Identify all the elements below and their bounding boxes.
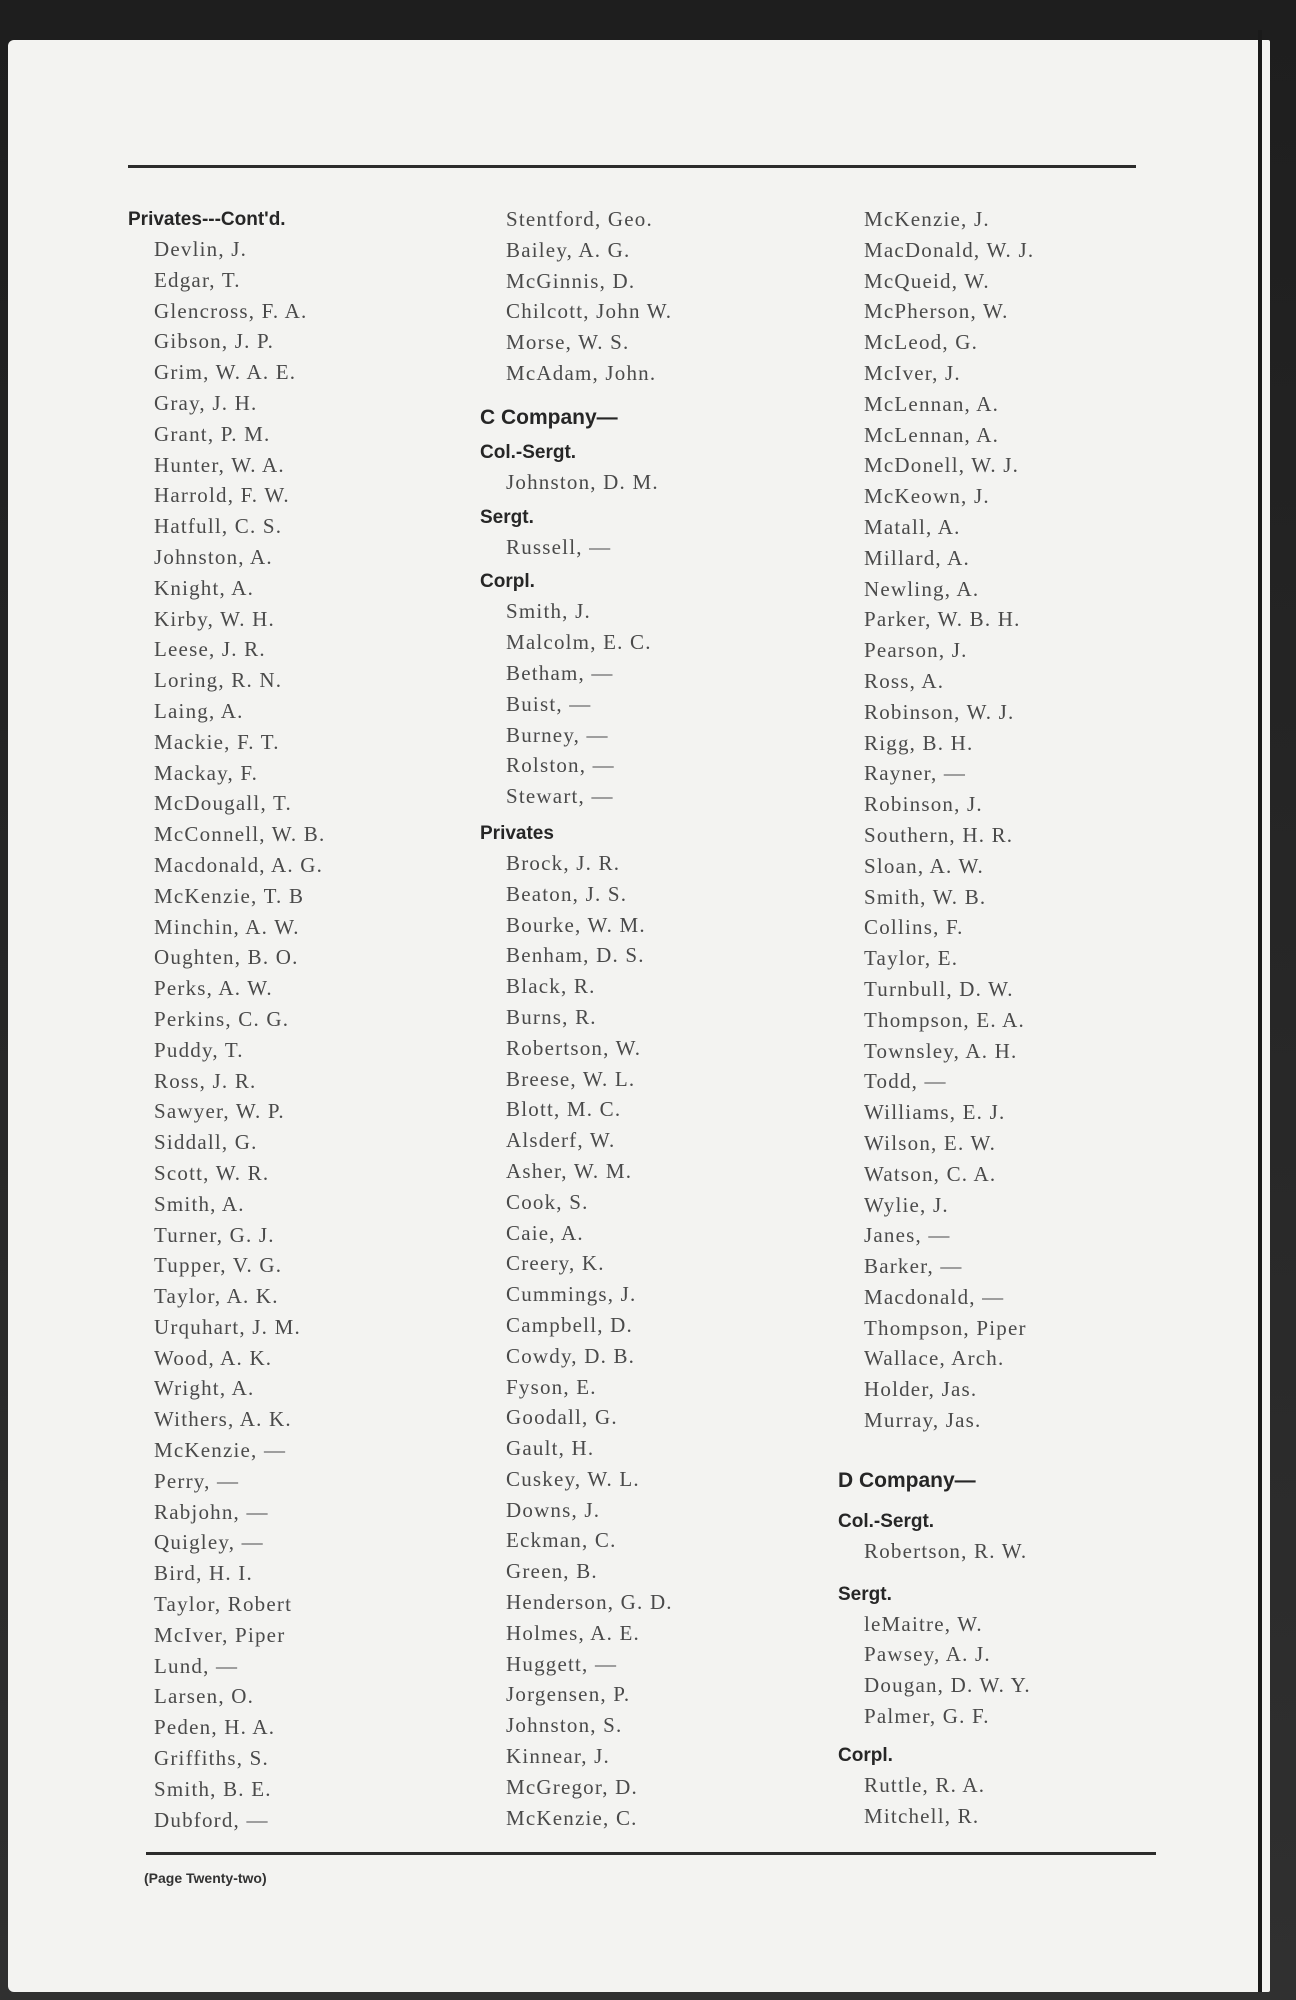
roster-name: Sawyer, W. P. <box>154 1099 285 1124</box>
roster-name: Loring, R. N. <box>154 668 283 693</box>
roster-name: Holder, Jas. <box>864 1377 978 1402</box>
roster-name: Cowdy, D. B. <box>506 1343 636 1368</box>
roster-name: Murray, Jas. <box>864 1408 982 1433</box>
roster-name: McKenzie, — <box>154 1438 287 1463</box>
roster-name: McQueid, W. <box>864 268 990 293</box>
roster-name: Robinson, W. J. <box>864 699 1015 724</box>
roster-name: Williams, E. J. <box>864 1100 1006 1125</box>
roster-name: Laing, A. <box>154 698 244 723</box>
roster-name: Kinnear, J. <box>506 1744 610 1769</box>
d-col-sergt-label: Col.-Sergt. <box>838 1510 935 1532</box>
roster-name: Grant, P. M. <box>154 421 271 446</box>
roster-name: Quigley, — <box>154 1530 264 1555</box>
roster-name: Turner, G. J. <box>154 1222 275 1247</box>
roster-name: Chilcott, John W. <box>506 299 673 324</box>
roster-name: Sloan, A. W. <box>864 853 985 878</box>
d-corpl-list <box>838 1770 1168 1832</box>
column-2 <box>480 204 820 1833</box>
roster-name: McLennan, A. <box>864 422 1000 447</box>
roster-name: Taylor, A. K. <box>154 1284 279 1309</box>
roster-name: Betham, — <box>506 660 614 685</box>
roster-name: leMaitre, W. <box>864 1611 983 1636</box>
roster-name: Holmes, A. E. <box>506 1620 641 1645</box>
roster-name: Caie, A. <box>506 1220 584 1245</box>
roster-name: Newling, A. <box>864 576 980 601</box>
roster-name: McKenzie, J. <box>864 207 990 231</box>
roster-name: Collins, F. <box>864 915 964 940</box>
roster-name: McKenzie, T. B <box>154 883 305 908</box>
roster-name: Lund, — <box>154 1653 239 1678</box>
roster-name: Macdonald, — <box>864 1284 1005 1309</box>
roster-name: Parker, W. B. H. <box>864 607 1021 632</box>
roster-name: Stentford, Geo. <box>506 207 653 231</box>
roster-name: Johnston, A. <box>154 544 273 569</box>
roster-name: Larsen, O. <box>154 1684 255 1709</box>
roster-name: Cuskey, W. L. <box>506 1466 640 1491</box>
roster-name: Cook, S. <box>506 1189 589 1214</box>
roster-name: Bourke, W. M. <box>506 912 646 937</box>
roster-name: Withers, A. K. <box>154 1407 292 1432</box>
column-1-name-list <box>128 234 468 1835</box>
roster-name: Downs, J. <box>506 1497 601 1522</box>
roster-name: Millard, A. <box>864 545 970 570</box>
roster-name: Pawsey, A. J. <box>864 1642 991 1667</box>
roster-name: McIver, Piper <box>154 1622 286 1647</box>
roster-name: Palmer, G. F. <box>864 1704 990 1729</box>
roster-name: Benham, D. S. <box>506 943 645 968</box>
roster-name: Janes, — <box>864 1223 951 1248</box>
roster-name: Burney, — <box>506 722 609 747</box>
roster-name: Smith, J. <box>506 599 591 624</box>
roster-name: Thompson, E. A. <box>864 1007 1025 1032</box>
roster-name: Southern, H. R. <box>864 822 1014 847</box>
roster-name: Alsderf, W. <box>506 1128 616 1153</box>
page-footer: (Page Twenty-two) <box>144 1870 267 1886</box>
roster-name: Oughten, B. O. <box>154 945 299 970</box>
roster-name: Peden, H. A. <box>154 1715 276 1740</box>
d-col-sergt-list <box>838 1536 1168 1567</box>
privates-continued-heading: Privates---Cont'd. <box>128 209 286 230</box>
roster-name: Brock, J. R. <box>506 850 621 875</box>
roster-name: Tupper, V. G. <box>154 1253 283 1278</box>
roster-name: Leese, J. R. <box>154 637 266 662</box>
roster-name: Kirby, W. H. <box>154 606 275 631</box>
c-privates-list <box>480 848 820 1834</box>
roster-name: McIver, J. <box>864 360 961 385</box>
roster-name: Ross, J. R. <box>154 1068 257 1093</box>
c-col-sergt-label: Col.-Sergt. <box>480 441 577 463</box>
roster-name: Mackie, F. T. <box>154 729 280 754</box>
roster-name: Wallace, Arch. <box>864 1346 1005 1371</box>
roster-name: Wood, A. K. <box>154 1345 273 1370</box>
roster-name: Robertson, W. <box>506 1035 642 1060</box>
roster-name: Harrold, F. W. <box>154 483 290 508</box>
roster-name: Cummings, J. <box>506 1282 637 1307</box>
roster-name: Taylor, Robert <box>154 1592 293 1617</box>
c-col-sergt-list <box>480 467 820 498</box>
c-sergt-list <box>480 532 820 563</box>
roster-name: Smith, W. B. <box>864 884 987 909</box>
roster-name: Johnston, S. <box>506 1713 623 1738</box>
d-corpl-label: Corpl. <box>838 1744 893 1766</box>
roster-name: Turnbull, D. W. <box>864 976 1014 1001</box>
roster-name: Taylor, E. <box>864 946 959 971</box>
roster-name: Matall, A. <box>864 514 961 539</box>
roster-name: Hunter, W. A. <box>154 452 285 477</box>
d-sergt-label: Sergt. <box>838 1583 892 1605</box>
column-3-names-top <box>838 204 1168 1436</box>
roster-name: Buist, — <box>506 691 592 716</box>
roster-name: Jorgensen, P. <box>506 1682 631 1707</box>
c-privates-label: Privates <box>480 822 554 844</box>
roster-name: Townsley, A. H. <box>864 1038 1018 1063</box>
roster-name: Wright, A. <box>154 1376 255 1401</box>
roster-name: Wilson, E. W. <box>864 1130 997 1155</box>
roster-name: Rayner, — <box>864 761 967 786</box>
roster-name: McKeown, J. <box>864 484 990 509</box>
roster-name: Dougan, D. W. Y. <box>864 1673 1031 1698</box>
roster-name: Eckman, C. <box>506 1528 617 1553</box>
roster-name: Rolston, — <box>506 753 615 778</box>
roster-name: Hatfull, C. S. <box>154 514 283 539</box>
c-company-heading: C Company— <box>480 405 618 429</box>
roster-name: McPherson, W. <box>864 299 1009 324</box>
roster-name: Burns, R. <box>506 1004 597 1029</box>
roster-name: Johnston, D. M. <box>506 469 659 494</box>
roster-name: Mitchell, R. <box>864 1803 980 1828</box>
page-edge <box>1258 30 1262 1992</box>
roster-name: Perkins, C. G. <box>154 1006 290 1031</box>
roster-name: Fyson, E. <box>506 1374 597 1399</box>
roster-name: Grim, W. A. E. <box>154 360 297 385</box>
roster-name: Dubford, — <box>154 1807 269 1832</box>
roster-name: McLennan, A. <box>864 391 1000 416</box>
roster-name: Henderson, G. D. <box>506 1590 673 1615</box>
roster-name: Green, B. <box>506 1559 598 1584</box>
roster-name: Gibson, J. P. <box>154 329 275 354</box>
roster-name: Smith, A. <box>154 1191 245 1216</box>
roster-name: McGregor, D. <box>506 1774 638 1799</box>
roster-name: McDonell, W. J. <box>864 453 1020 478</box>
roster-name: Gray, J. H. <box>154 390 258 415</box>
roster-name: Minchin, A. W. <box>154 914 300 939</box>
roster-name: Scott, W. R. <box>154 1160 270 1185</box>
roster-name: Siddall, G. <box>154 1130 258 1155</box>
roster-name: Griffiths, S. <box>154 1746 269 1771</box>
roster-name: Campbell, D. <box>506 1312 633 1337</box>
roster-name: McLeod, G. <box>864 330 979 355</box>
roster-name: Beaton, J. S. <box>506 881 628 906</box>
c-corpl-list <box>480 596 820 812</box>
roster-name: Goodall, G. <box>506 1405 618 1430</box>
c-corpl-label: Corpl. <box>480 571 535 593</box>
column-3 <box>838 204 1168 1831</box>
top-rule <box>128 165 1136 168</box>
roster-name: Bird, H. I. <box>154 1561 253 1586</box>
roster-name: Edgar, T. <box>154 267 241 292</box>
roster-name: McGinnis, D. <box>506 268 636 293</box>
roster-name: Watson, C. A. <box>864 1161 997 1186</box>
roster-name: Ruttle, R. A. <box>864 1772 986 1797</box>
d-sergt-list <box>838 1609 1168 1732</box>
roster-name: Creery, K. <box>506 1251 605 1276</box>
roster-name: McAdam, John. <box>506 360 657 385</box>
roster-name: Robinson, J. <box>864 792 983 817</box>
roster-name: Puddy, T. <box>154 1037 244 1062</box>
roster-name: Rabjohn, — <box>154 1499 269 1524</box>
roster-name: Pearson, J. <box>864 638 968 663</box>
roster-name: Mackay, F. <box>154 760 259 785</box>
roster-name: McKenzie, C. <box>506 1805 638 1830</box>
roster-name: Asher, W. M. <box>506 1158 633 1183</box>
roster-name: Robertson, R. W. <box>864 1538 1028 1563</box>
roster-name: Knight, A. <box>154 575 255 600</box>
roster-name: Macdonald, A. G. <box>154 852 324 877</box>
roster-name: McDougall, T. <box>154 791 292 816</box>
roster-name: Breese, W. L. <box>506 1066 636 1091</box>
roster-name: Ross, A. <box>864 668 945 693</box>
roster-name: Perry, — <box>154 1468 240 1493</box>
column-1 <box>128 206 468 1835</box>
roster-name: Todd, — <box>864 1069 947 1094</box>
roster-name: Black, R. <box>506 974 596 999</box>
roster-name: Barker, — <box>864 1254 963 1279</box>
roster-name: Glencross, F. A. <box>154 298 308 323</box>
roster-name: Wylie, J. <box>864 1192 949 1217</box>
roster-name: Perks, A. W. <box>154 976 273 1001</box>
roster-name: Rigg, B. H. <box>864 730 974 755</box>
bottom-rule <box>146 1852 1156 1855</box>
roster-name: Malcolm, E. C. <box>506 630 652 655</box>
roster-name: Devlin, J. <box>154 237 248 261</box>
roster-name: MacDonald, W. J. <box>864 237 1035 262</box>
roster-name: Thompson, Piper <box>864 1315 1027 1340</box>
roster-name: Huggett, — <box>506 1651 618 1676</box>
column-2-names-top <box>480 204 820 389</box>
roster-name: McConnell, W. B. <box>154 822 326 847</box>
roster-name: Russell, — <box>506 534 612 559</box>
c-sergt-label: Sergt. <box>480 506 534 528</box>
roster-name: Morse, W. S. <box>506 330 630 355</box>
roster-name: Smith, B. E. <box>154 1776 272 1801</box>
roster-name: Blott, M. C. <box>506 1097 622 1122</box>
roster-name: Gault, H. <box>506 1436 595 1461</box>
roster-name: Urquhart, J. M. <box>154 1314 301 1339</box>
d-company-heading: D Company— <box>838 1468 976 1492</box>
roster-name: Stewart, — <box>506 784 614 809</box>
roster-name: Bailey, A. G. <box>506 237 631 262</box>
